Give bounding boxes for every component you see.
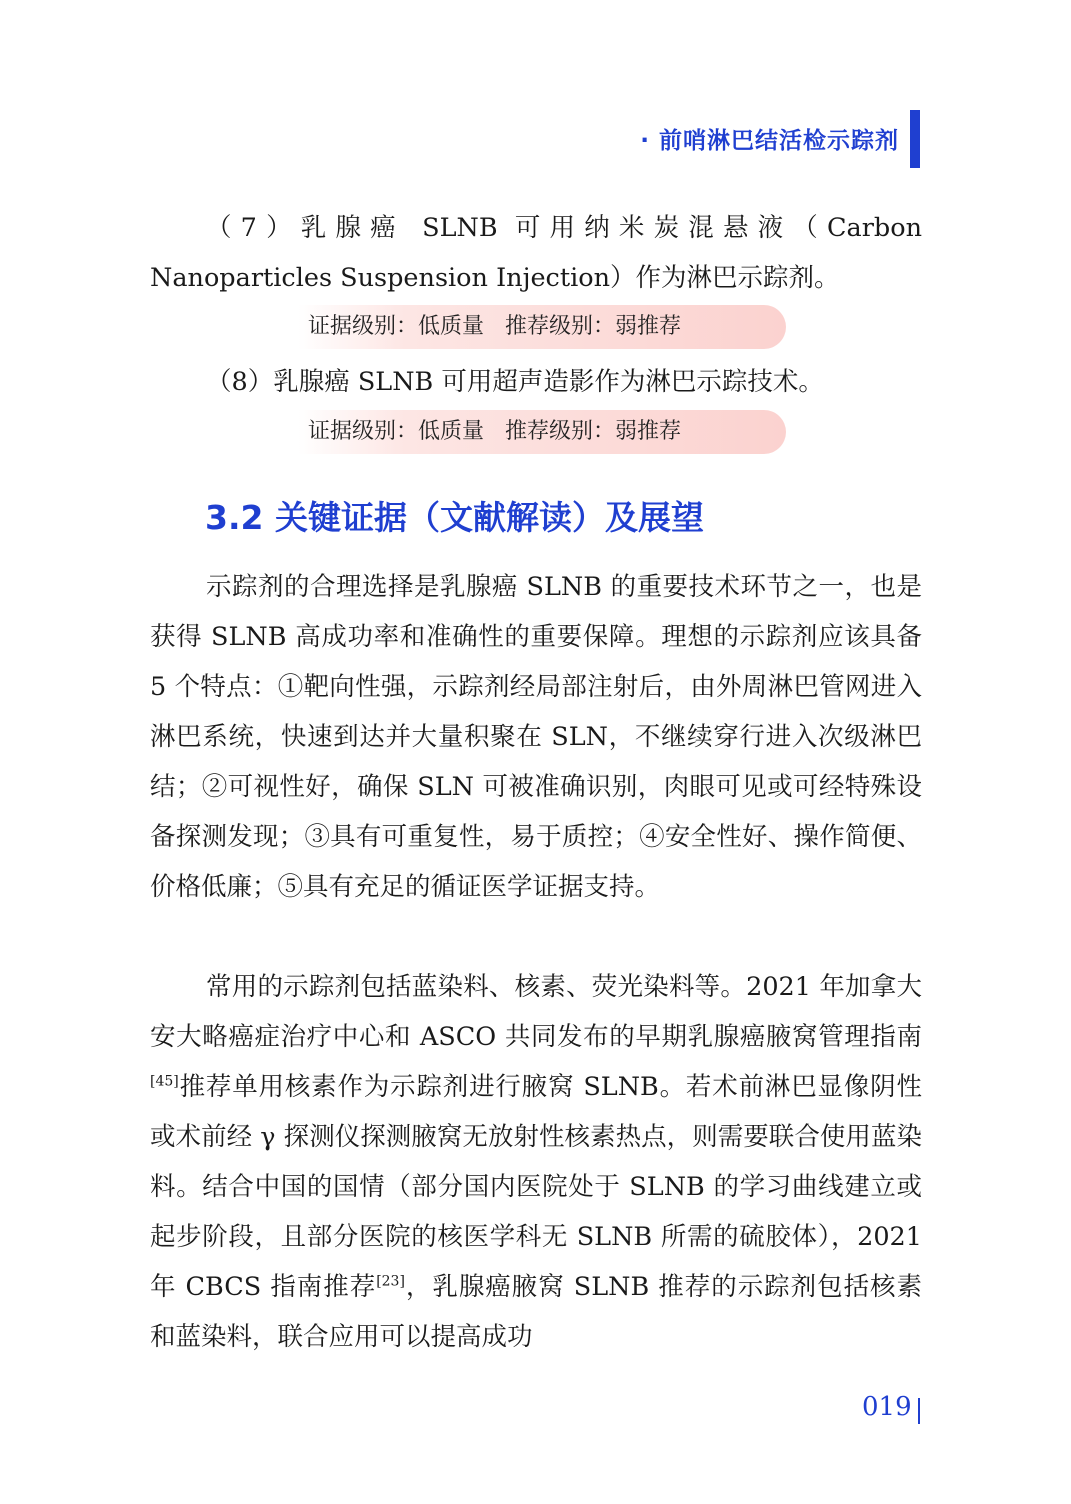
citation-23: [23] [376,1273,405,1290]
recommendation-7: （7）乳腺癌 SLNB 可用纳米炭混悬液（Carbon Nanoparticles Suspension Injection）作为淋巴示踪剂。 [150,213,922,293]
evidence-badge-8: 证据级别：低质量 推荐级别：弱推荐 [298,410,786,454]
page-number-bar [918,1398,920,1424]
paragraph-2-part-3: ，乳腺癌腋窝 SLNB 推荐的示踪剂包括核素和蓝染料，联合应用可以提高成功 [150,1272,922,1352]
paragraph-2-part-1: 常用的示踪剂包括蓝染料、核素、荧光染料等。2021 年加拿大安大略癌症治疗中心和 ASCO 共同发布的早期乳腺癌腋窝管理指南 [150,972,922,1052]
running-head-bar [910,110,920,168]
evidence-badge-7: 证据级别：低质量 推荐级别：弱推荐 [298,305,786,349]
citation-45: [45] [150,1073,179,1090]
page-number: 019 [862,1392,912,1422]
recommendation-8: （8）乳腺癌 SLNB 可用超声造影作为淋巴示踪技术。 [206,367,824,397]
body-paragraph-1: 示踪剂的合理选择是乳腺癌 SLNB 的重要技术环节之一，也是获得 SLNB 高成功率和准确性的重要保障。理想的示踪剂应该具备 5 个特点：①靶向性强，示踪剂经局部注射后，由外周淋巴管网进入淋巴系统，快速到达并大量积聚在 SLN，不继续穿行进入次级淋巴结；②可视性好，确保 SLN 可被准确识别，肉眼可见或可经特殊设备探测发现；③具有可重复性，易于质控；④安全性好、操作简便、价格低廉；⑤具有充足的循证医学证据支持。 [150,572,922,902]
paragraph-2-part-2: 推荐单用核素作为示踪剂进行腋窝 SLNB。若术前淋巴显像阴性或术前经 γ 探测仪探测腋窝无放射性核素热点，则需要联合使用蓝染料。结合中国的国情（部分国内医院处于 SLNB 的学习曲线建立或起步阶段，且部分医院的核医学科无 SLNB 所需的硫胶体），2021 年 CBCS 指南推荐 [150,1072,922,1302]
body-paragraph-2 [150,962,922,1362]
section-title: 3.2 关键证据（文献解读）及展望 [205,498,704,537]
running-head: · 前哨淋巴结活检示踪剂 [640,128,899,154]
